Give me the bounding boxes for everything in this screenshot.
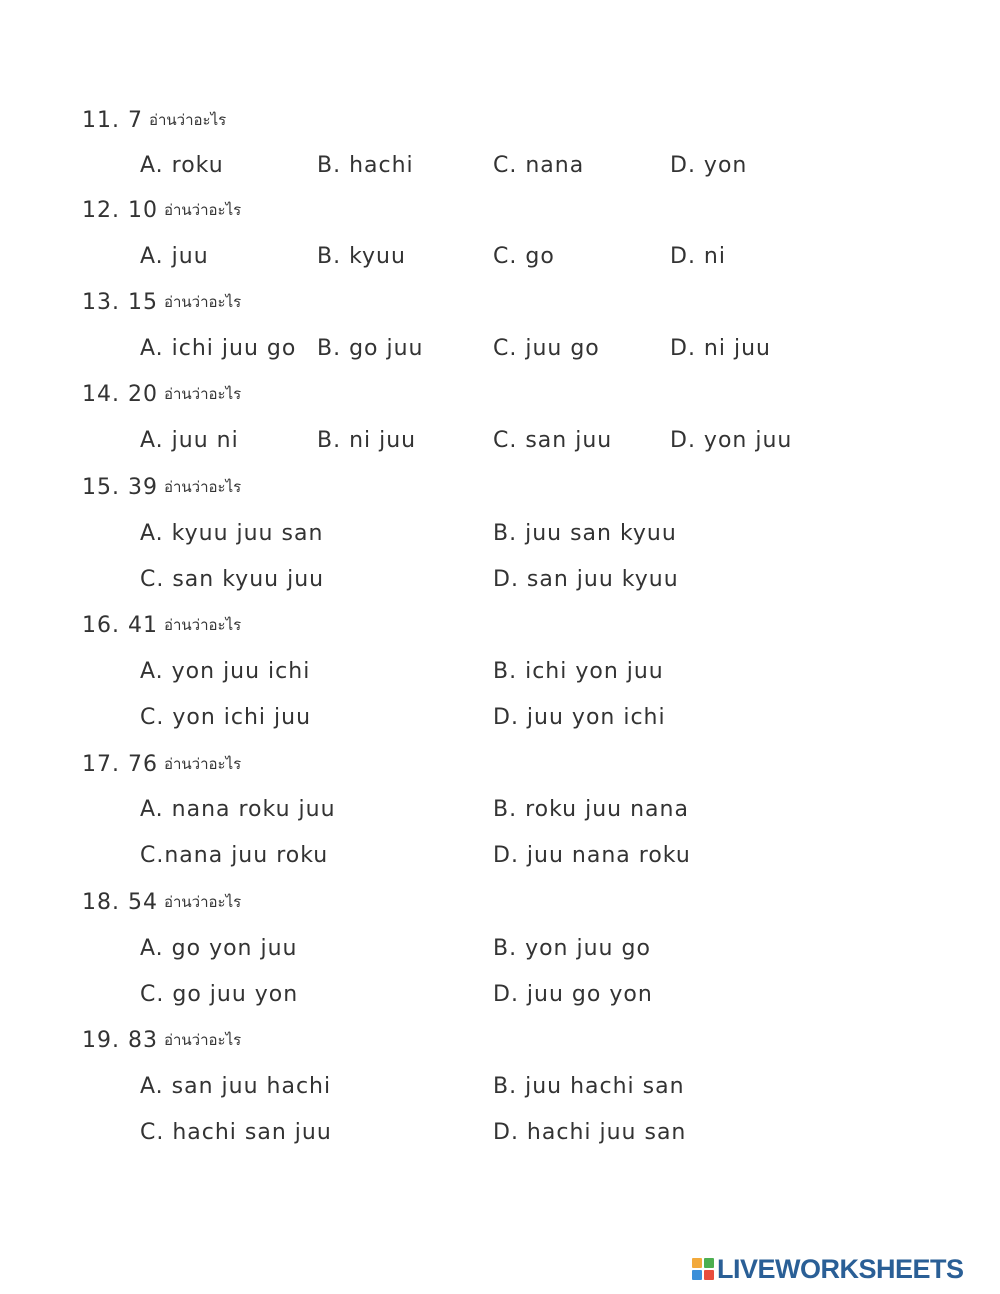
option-11-c[interactable]: C. nana [493, 153, 585, 178]
option-17-b[interactable]: B. roku juu nana [493, 797, 689, 822]
option-15-d[interactable]: D. san juu kyuu [493, 567, 679, 592]
option-15-c[interactable]: C. san kyuu juu [140, 567, 325, 592]
question-number: 18. 54 [82, 890, 158, 915]
question-number: 14. 20 [82, 382, 158, 407]
question-number: 15. 39 [82, 475, 158, 500]
option-11-a[interactable]: A. roku [140, 153, 224, 178]
question-suffix: อ่านว่าอะไร [163, 755, 242, 773]
question-number: 16. 41 [82, 613, 158, 638]
option-12-c[interactable]: C. go [493, 244, 555, 269]
question-number: 19. 83 [82, 1028, 158, 1053]
question-15 [82, 473, 241, 504]
logo-block [704, 1270, 714, 1280]
question-19 [82, 1026, 241, 1057]
liveworksheets-logo [692, 1254, 964, 1284]
option-15-a[interactable]: A. kyuu juu san [140, 521, 324, 546]
option-19-d[interactable]: D. hachi juu san [493, 1120, 687, 1145]
option-14-a[interactable]: A. juu ni [140, 428, 239, 453]
option-19-b[interactable]: B. juu hachi san [493, 1074, 685, 1099]
option-15-b[interactable]: B. juu san kyuu [493, 521, 677, 546]
logo-text: LIVEWORKSHEETS [717, 1253, 964, 1284]
question-suffix: อ่านว่าอะไร [163, 1031, 242, 1049]
option-17-d[interactable]: D. juu nana roku [493, 843, 691, 868]
option-18-c[interactable]: C. go juu yon [140, 982, 299, 1007]
question-number: 11. 7 [82, 108, 143, 133]
option-16-b[interactable]: B. ichi yon juu [493, 659, 664, 684]
option-17-a[interactable]: A. nana roku juu [140, 797, 336, 822]
question-16 [82, 611, 241, 642]
question-number: 13. 15 [82, 290, 158, 315]
option-14-b[interactable]: B. ni juu [317, 428, 417, 453]
option-16-c[interactable]: C. yon ichi juu [140, 705, 312, 730]
question-18 [82, 888, 241, 919]
option-14-d[interactable]: D. yon juu [670, 428, 793, 453]
option-17-c[interactable]: C.nana juu roku [140, 843, 329, 868]
question-suffix: อ่านว่าอะไร [163, 893, 242, 911]
option-11-d[interactable]: D. yon [670, 153, 748, 178]
option-11-b[interactable]: B. hachi [317, 153, 414, 178]
logo-block [692, 1258, 702, 1268]
question-14 [82, 380, 241, 411]
option-13-a[interactable]: A. ichi juu go [140, 336, 297, 361]
question-suffix: อ่านว่าอะไร [163, 293, 242, 311]
option-12-a[interactable]: A. juu [140, 244, 209, 269]
option-19-a[interactable]: A. san juu hachi [140, 1074, 332, 1099]
option-14-c[interactable]: C. san juu [493, 428, 613, 453]
question-number: 17. 76 [82, 752, 158, 777]
option-18-a[interactable]: A. go yon juu [140, 936, 298, 961]
option-12-d[interactable]: D. ni [670, 244, 726, 269]
question-13 [82, 288, 241, 319]
question-suffix: อ่านว่าอะไร [163, 478, 242, 496]
question-suffix: อ่านว่าอะไร [163, 616, 242, 634]
question-17 [82, 750, 241, 781]
question-suffix: อ่านว่าอะไร [163, 385, 242, 403]
option-13-b[interactable]: B. go juu [317, 336, 424, 361]
option-18-b[interactable]: B. yon juu go [493, 936, 651, 961]
option-19-c[interactable]: C. hachi san juu [140, 1120, 332, 1145]
question-11 [82, 106, 226, 137]
option-13-c[interactable]: C. juu go [493, 336, 600, 361]
option-16-a[interactable]: A. yon juu ichi [140, 659, 311, 684]
question-number: 12. 10 [82, 198, 158, 223]
logo-block [692, 1270, 702, 1280]
question-suffix: อ่านว่าอะไร [163, 201, 242, 219]
question-suffix: อ่านว่าอะไร [148, 111, 227, 129]
logo-block [704, 1258, 714, 1268]
option-12-b[interactable]: B. kyuu [317, 244, 406, 269]
option-18-d[interactable]: D. juu go yon [493, 982, 653, 1007]
option-16-d[interactable]: D. juu yon ichi [493, 705, 666, 730]
question-12 [82, 196, 241, 227]
logo-blocks-icon [692, 1258, 714, 1280]
option-13-d[interactable]: D. ni juu [670, 336, 771, 361]
